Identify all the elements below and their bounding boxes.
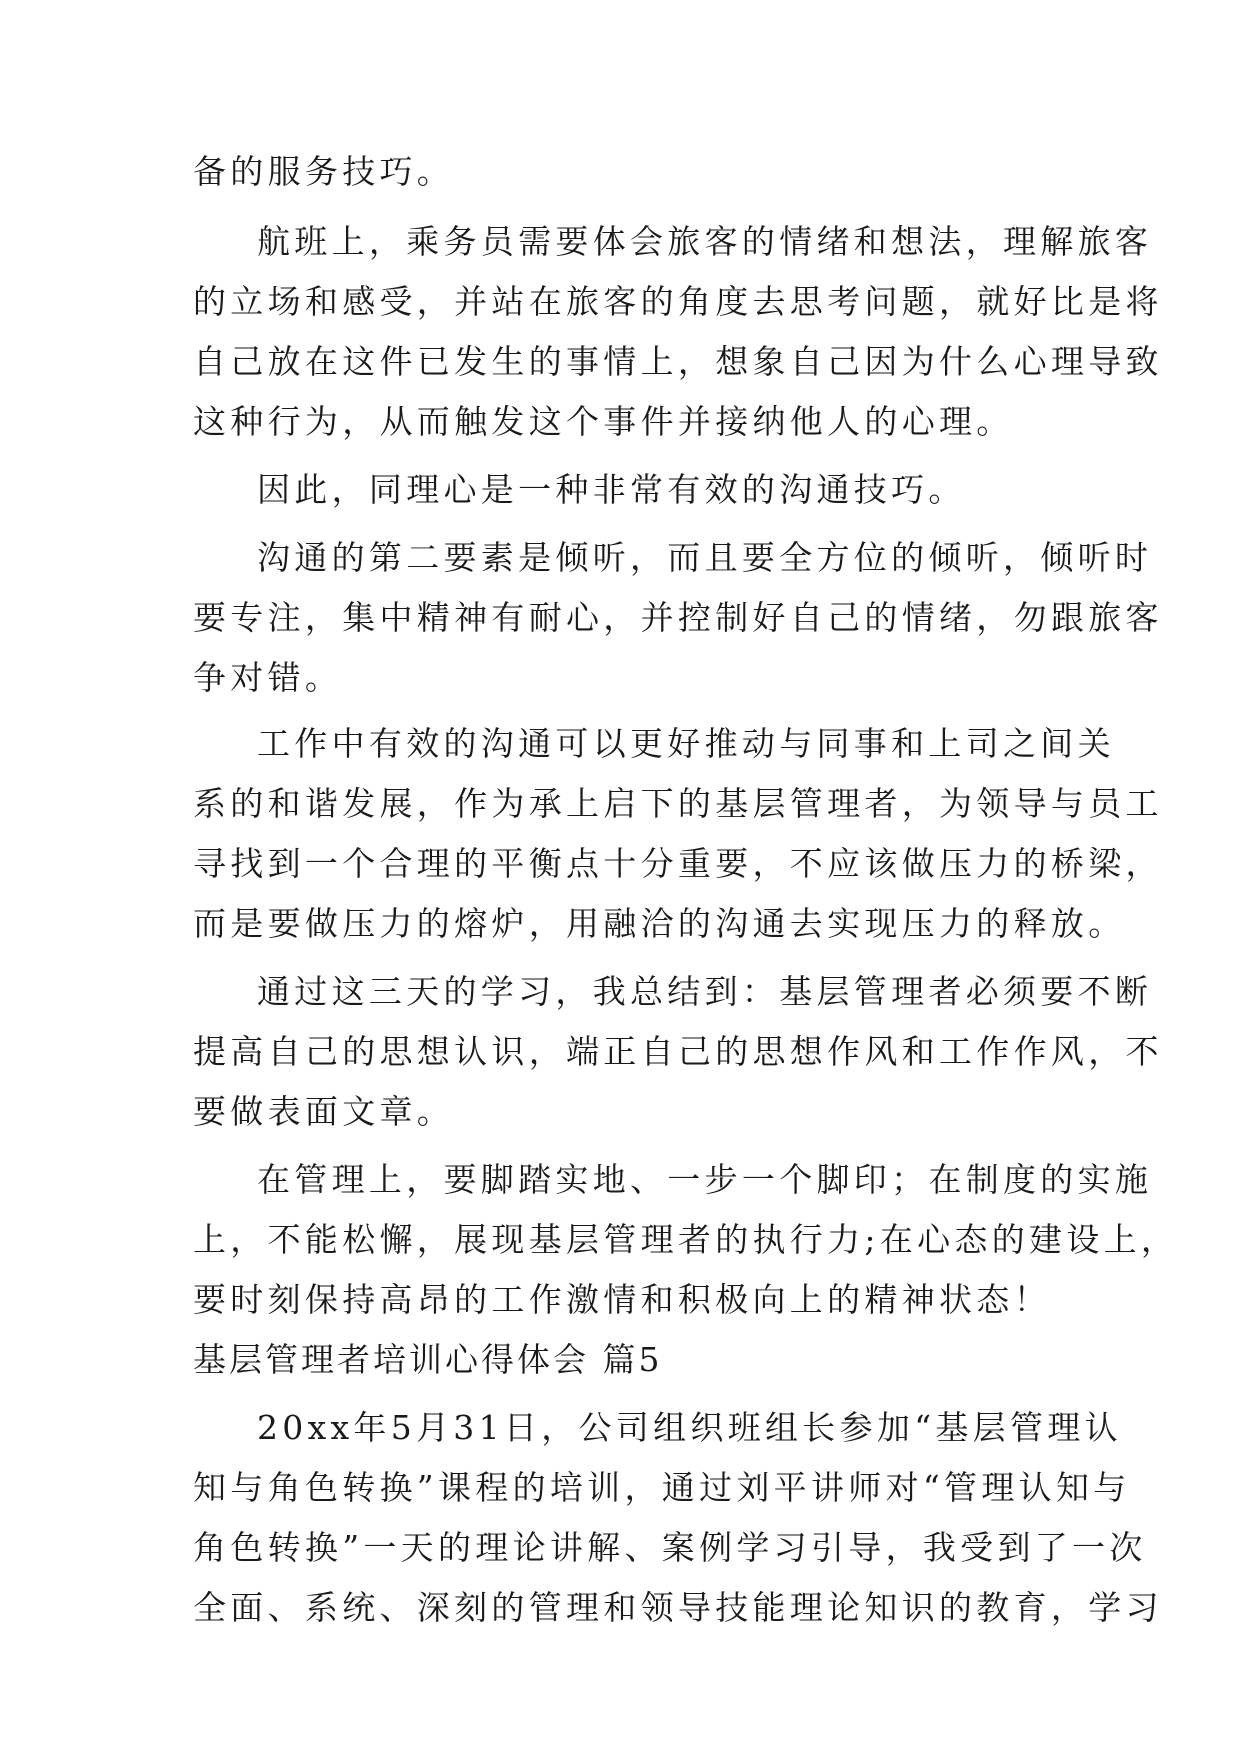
section-heading: 基层管理者培训心得体会 篇5 xyxy=(193,1340,663,1379)
text-line: 角色转换”一天的理论讲解、案例学习引导，我受到了一次 xyxy=(193,1528,1147,1567)
paragraph-start-line: 通过这三天的学习，我总结到：基层管理者必须要不断 xyxy=(257,972,1153,1011)
text-line: 而是要做压力的熔炉，用融洽的沟通去实现压力的释放。 xyxy=(193,904,1126,943)
text-line: 争对错。 xyxy=(193,658,343,697)
text-line: 系的和谐发展，作为承上启下的基层管理者，为领导与员工 xyxy=(193,784,1163,823)
text-line: 备的服务技巧。 xyxy=(193,152,455,191)
paragraph-start-line: 航班上，乘务员需要体会旅客的情绪和想法，理解旅客 xyxy=(257,222,1153,261)
paragraph-start-line: 因此，同理心是一种非常有效的沟通技巧。 xyxy=(257,470,966,509)
text-line: 知与角色转换”课程的培训，通过刘平讲师对“管理认知与 xyxy=(193,1468,1131,1507)
text-line: 这种行为，从而触发这个事件并接纳他人的心理。 xyxy=(193,402,1014,441)
paragraph-start-line: 沟通的第二要素是倾听，而且要全方位的倾听，倾听时 xyxy=(257,538,1153,577)
text-line: 要时刻保持高昂的工作激情和积极向上的精神状态！ xyxy=(193,1280,1051,1319)
text-line: 的立场和感受，并站在旅客的角度去思考问题，就好比是将 xyxy=(193,282,1163,321)
text-line: 要专注，集中精神有耐心，并控制好自己的情绪，勿跟旅客 xyxy=(193,598,1163,637)
text-line: 自己放在这件已发生的事情上，想象自己因为什么心理导致 xyxy=(193,342,1163,381)
paragraph-start-line: 20xx年5月31日，公司组织班组长参加“基层管理认 xyxy=(257,1408,1122,1447)
paragraph-start-line: 工作中有效的沟通可以更好推动与同事和上司之间关 xyxy=(257,724,1115,763)
text-line: 全面、系统、深刻的管理和领导技能理论知识的教育，学习 xyxy=(193,1588,1163,1627)
text-line: 要做表面文章。 xyxy=(193,1092,455,1131)
paragraph-start-line: 在管理上，要脚踏实地、一步一个脚印；在制度的实施 xyxy=(257,1160,1153,1199)
text-line: 上，不能松懈，展现基层管理者的执行力;在心态的建设上， xyxy=(193,1220,1179,1259)
text-line: 寻找到一个合理的平衡点十分重要，不应该做压力的桥梁， xyxy=(193,844,1163,883)
text-line: 提高自己的思想认识，端正自己的思想作风和工作作风，不 xyxy=(193,1032,1163,1071)
